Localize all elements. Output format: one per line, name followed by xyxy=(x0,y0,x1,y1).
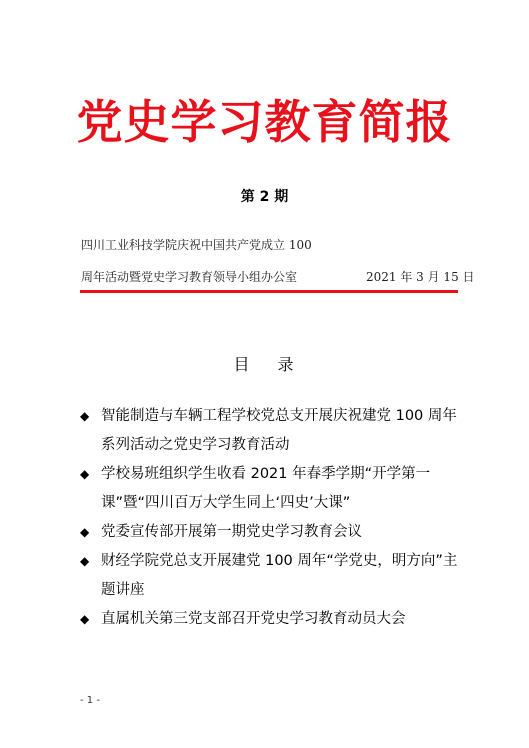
toc-item[interactable] xyxy=(80,547,470,605)
toc-title-part2: 录 xyxy=(277,355,296,374)
bulletin-title: 党史学习教育简报 xyxy=(76,95,453,149)
toc-title xyxy=(0,352,529,375)
toc-item-text: 学校易班组织学生收看 2021 年春季学期“开学第一课”暨“四川百万大学生同上‘四史’大课” xyxy=(101,466,431,511)
diamond-bullet-icon: ◆ xyxy=(80,612,90,626)
toc-title-part1: 目 xyxy=(233,355,252,374)
publisher-line-2: 周年活动暨党史学习教育领导小组办公室 xyxy=(81,270,298,284)
toc-item[interactable] xyxy=(80,605,470,634)
toc-item[interactable] xyxy=(80,402,470,460)
diamond-bullet-icon: ◆ xyxy=(80,525,90,539)
diamond-bullet-icon: ◆ xyxy=(80,467,90,481)
toc-list xyxy=(80,402,470,634)
toc-item-text: 直属机关第三党支部召开党史学习教育动员大会 xyxy=(101,611,406,627)
page-number: - 1 - xyxy=(80,695,100,706)
toc-item[interactable] xyxy=(80,460,470,518)
toc-item-text: 党委宣传部开展第一期党史学习教育会议 xyxy=(101,524,362,540)
publish-date: 2021 年 3 月 15 日 xyxy=(366,270,475,284)
toc-item-text: 财经学院党总支开展建党 100 周年“学党史，明方向”主题讲座 xyxy=(101,553,458,598)
toc-item[interactable] xyxy=(80,518,470,547)
diamond-bullet-icon: ◆ xyxy=(80,554,90,568)
red-divider xyxy=(80,290,458,293)
publisher-line-1: 四川工业科技学院庆祝中国共产党成立 100 xyxy=(81,238,312,252)
diamond-bullet-icon: ◆ xyxy=(80,409,90,423)
issue-number: 第 2 期 xyxy=(240,189,289,205)
toc-item-text: 智能制造与车辆工程学校党总支开展庆祝建党 100 周年系列活动之党史学习教育活动 xyxy=(101,408,457,453)
